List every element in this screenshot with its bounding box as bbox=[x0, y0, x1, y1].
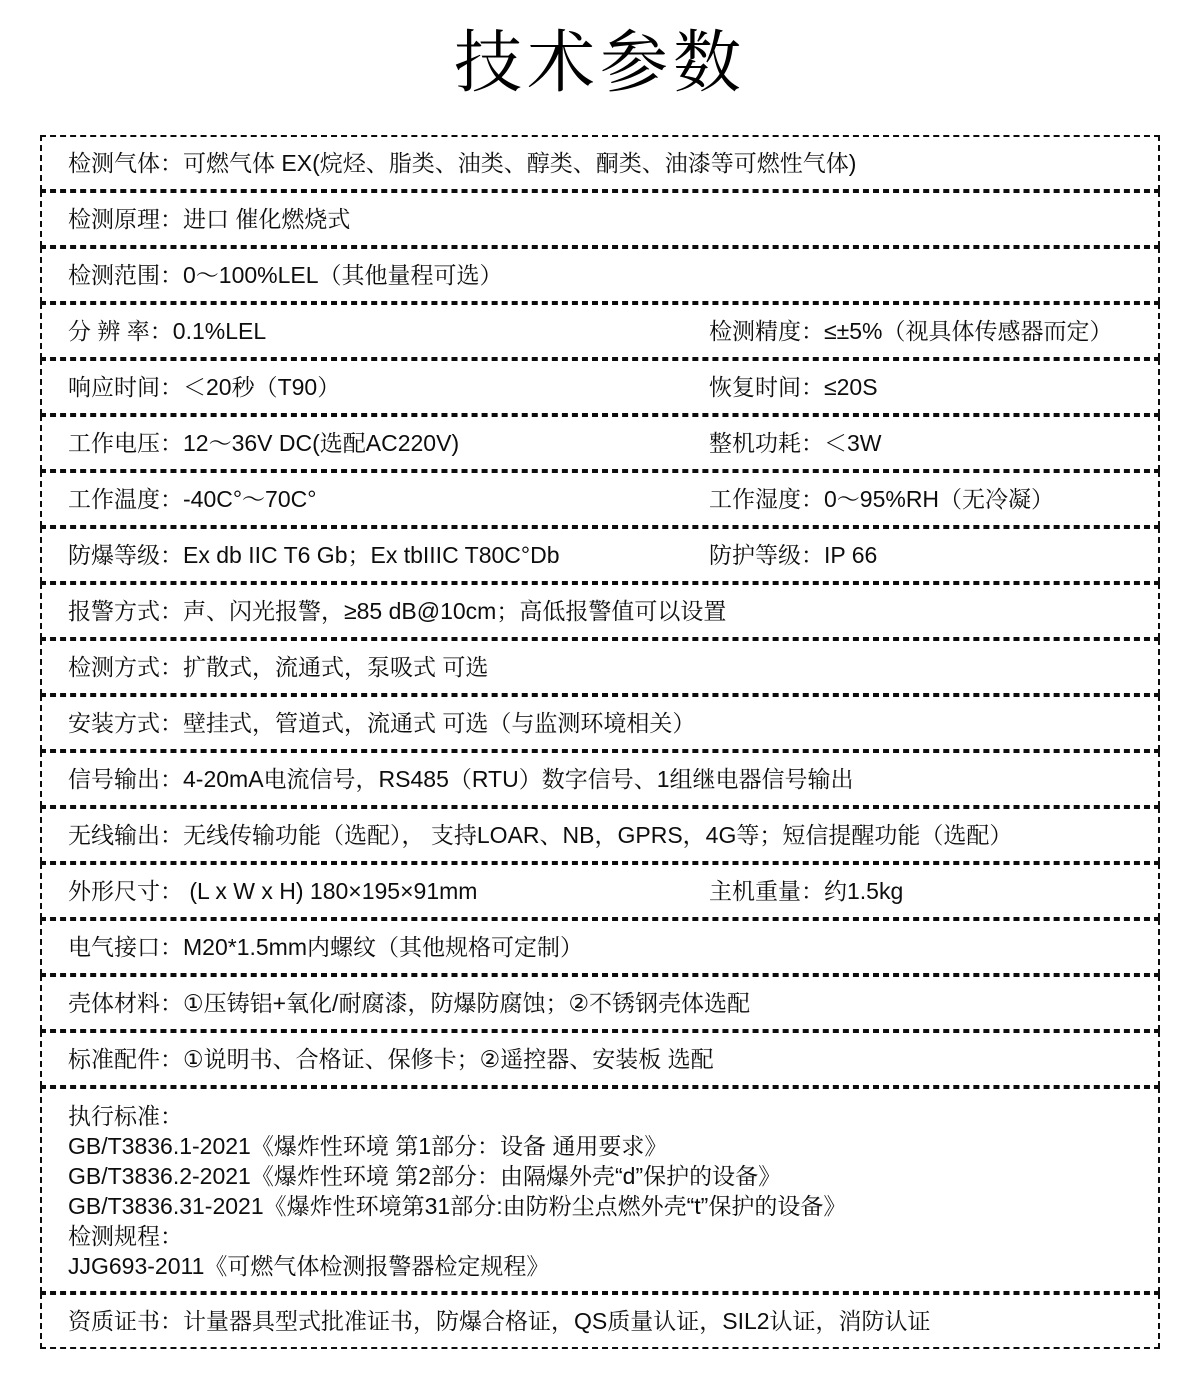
spec-text: 无线输出：无线传输功能（选配）， 支持LOAR、NB，GPRS，4G等；短信提醒功能（选配） bbox=[68, 822, 1013, 848]
spec-text: 检测气体：可燃气体 EX(烷烃、脂类、油类、醇类、酮类、油漆等可燃性气体) bbox=[68, 150, 857, 176]
spec-cell-working-voltage: 工作电压：12～36V DC(选配AC220V) bbox=[68, 430, 460, 456]
spec-cell-response-time: 响应时间：＜20秒（T90） bbox=[68, 374, 341, 400]
spec-text: 标准配件：①说明书、合格证、保修卡；②遥控器、安装板 选配 bbox=[68, 1046, 714, 1072]
spec-table bbox=[40, 135, 1160, 1349]
spec-row-certificates bbox=[40, 1293, 1160, 1349]
standards-heading: 执行标准： bbox=[68, 1103, 183, 1129]
spec-cell-working-humidity: 工作湿度：0～95%RH（无冷凝） bbox=[709, 486, 1055, 512]
spec-text: 检测原理：进口 催化燃烧式 bbox=[68, 206, 351, 232]
spec-row-electrical-interface bbox=[40, 919, 1160, 975]
spec-cell-resolution: 分 辨 率：0.1%LEL bbox=[68, 318, 267, 344]
regulation-heading: 检测规程： bbox=[68, 1223, 183, 1249]
spec-row-temperature-humidity bbox=[40, 471, 1160, 527]
spec-text: 检测范围：0～100%LEL（其他量程可选） bbox=[68, 262, 503, 288]
standard-gb3836-2: GB/T3836.2-2021《爆炸性环境 第2部分：由隔爆外壳“d”保护的设备》 bbox=[68, 1163, 782, 1189]
spec-cell-accuracy: 检测精度：≤±5%（视具体传感器而定） bbox=[709, 318, 1113, 344]
spec-cell-recovery-time: 恢复时间：≤20S bbox=[709, 374, 878, 400]
standard-gb3836-31: GB/T3836.31-2021《爆炸性环境第31部分:由防粉尘点燃外壳“t”保护的设备》 bbox=[68, 1193, 847, 1219]
standard-gb3836-1: GB/T3836.1-2021《爆炸性环境 第1部分：设备 通用要求》 bbox=[68, 1133, 668, 1159]
spec-row-voltage-power bbox=[40, 415, 1160, 471]
spec-text: 信号输出：4-20mA电流信号，RS485（RTU）数字信号、1组继电器信号输出 bbox=[68, 766, 854, 792]
spec-text: 报警方式：声、闪光报警，≥85 dB@10cm；高低报警值可以设置 bbox=[68, 598, 727, 624]
spec-cell-dimensions: 外形尺寸： (L x W x H) 180×195×91mm bbox=[68, 878, 478, 904]
spec-row-wireless-output bbox=[40, 807, 1160, 863]
spec-cell-power-consumption: 整机功耗：＜3W bbox=[709, 430, 882, 456]
spec-text: 资质证书：计量器具型式批准证书，防爆合格证，QS质量认证，SIL2认证，消防认证 bbox=[68, 1308, 931, 1334]
spec-text: 电气接口：M20*1.5mm内螺纹（其他规格可定制） bbox=[68, 934, 583, 960]
spec-row-alarm-mode bbox=[40, 583, 1160, 639]
spec-text: 安装方式：壁挂式，管道式，流通式 可选（与监测环境相关） bbox=[68, 710, 696, 736]
spec-text: 壳体材料：①压铸铝+氧化/耐腐漆，防爆防腐蚀；②不锈钢壳体选配 bbox=[68, 990, 751, 1016]
spec-row-installation-mode bbox=[40, 695, 1160, 751]
spec-row-housing-material bbox=[40, 975, 1160, 1031]
spec-row-resolution-accuracy bbox=[40, 303, 1160, 359]
spec-row-explosion-ip-rating bbox=[40, 527, 1160, 583]
spec-cell-ip-rating: 防护等级：IP 66 bbox=[709, 542, 878, 568]
spec-row-dimensions-weight bbox=[40, 863, 1160, 919]
spec-row-detection-principle bbox=[40, 191, 1160, 247]
spec-cell-working-temperature: 工作温度：-40C°～70C° bbox=[68, 486, 317, 512]
spec-row-signal-output bbox=[40, 751, 1160, 807]
spec-row-standards-regulations bbox=[40, 1087, 1160, 1293]
spec-cell-weight: 主机重量：约1.5kg bbox=[709, 878, 904, 904]
spec-text: 检测方式：扩散式，流通式，泵吸式 可选 bbox=[68, 654, 489, 680]
spec-row-response-recovery bbox=[40, 359, 1160, 415]
spec-row-detection-range bbox=[40, 247, 1160, 303]
regulation-jjg693: JJG693-2011《可燃气体检测报警器检定规程》 bbox=[68, 1253, 550, 1279]
spec-row-detection-mode bbox=[40, 639, 1160, 695]
spec-row-detected-gas bbox=[40, 135, 1160, 191]
spec-row-standard-accessories bbox=[40, 1031, 1160, 1087]
spec-cell-explosion-proof-rating: 防爆等级：Ex db IIC T6 Gb；Ex tbIIIC T80C°Db bbox=[68, 542, 560, 568]
page-title: 技术参数 bbox=[453, 25, 746, 101]
